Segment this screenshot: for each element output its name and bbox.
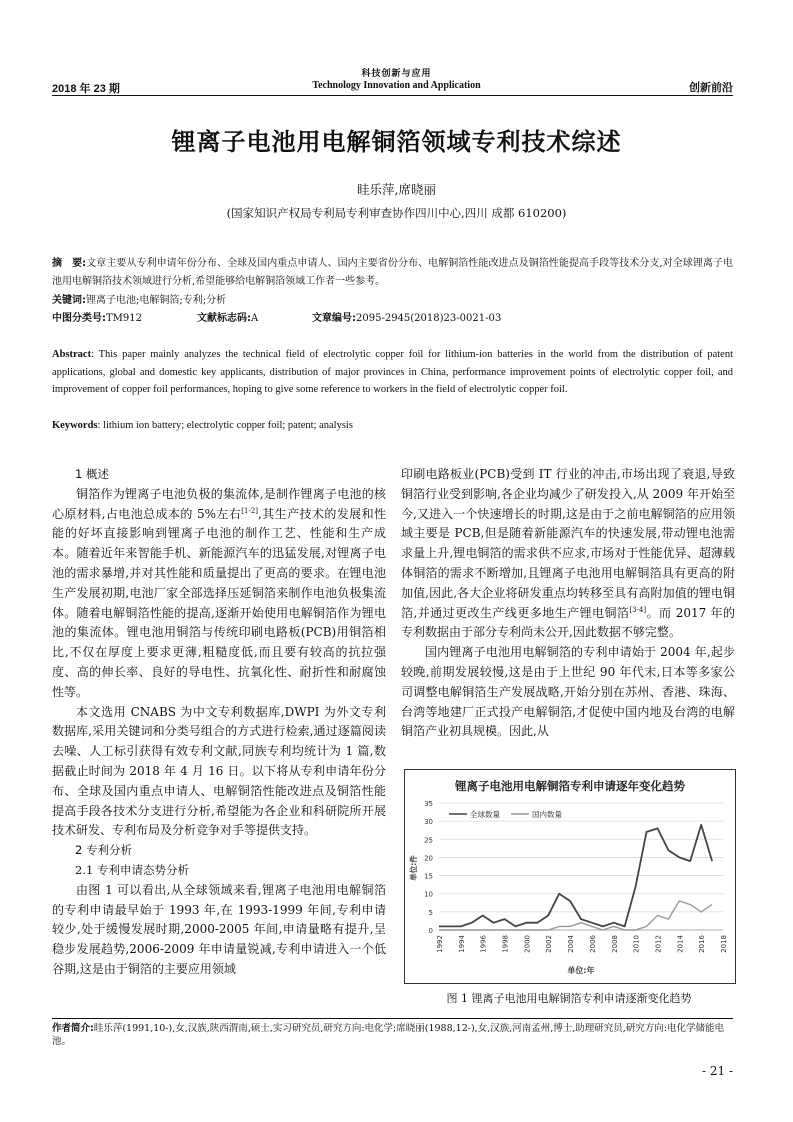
authors: 眭乐萍,席晓丽 [357,182,436,197]
doc-code-label: 文献标志码: [197,313,251,324]
citation-1-2: [1-2] [241,506,259,515]
paragraph-1 [52,485,386,703]
doc-code-value: A [251,313,259,324]
paper-title: 锂离子电池用电解铜箔领域专利技术综述 [171,128,622,156]
trend-line-chart [405,770,735,983]
article-id-label: 文章编号: [312,313,356,324]
x-tick-label: 2010 [632,935,641,953]
x-tick-label: 1994 [457,935,466,953]
classification-line [52,310,733,328]
paragraph-3: 由图 1 可以看出,从全球领域来看,锂离子电池用电解铜箔的专利申请最早始于 1993 年,在 1993-1999 年间,专利申请较少,处于缓慢发展时期,2000-2005 年间,申请量略有提升,呈稳步发展趋势,2006-2009 年申请量锐减,专利申请进入一个低谷期,这是由于铜箔的主要应用领域 [52,882,386,976]
abstract-cn-label: 摘 要: [52,258,87,269]
paragraph-2: 本文选用 CNABS 为中文专利数据库,DWPI 为外文专利数据库,采用关键词和分类号组合的方式进行检索,通过逐篇阅读去噪、人工标引获得有效专利文献,同族专利均统计为 1 篇,数据截止时间为 2018 年 4 月 16 日。以下将从专利申请年份分布、全球及国内重点申请人、电解铜箔性能改进点及铜箔性能提高手段各技术分支进行分析,希望能为各企业和科研院所开展技术研发、专利布局及分析竞争对手等提供支持。 [52,704,386,838]
chart-title: 锂离子电池用电解铜箔专利申请逐年变化趋势 [455,779,685,793]
x-tick-label: 1992 [436,935,444,953]
citation-3-4: [3-4] [629,605,647,614]
y-tick-label: 5 [428,908,433,917]
y-tick-label: 25 [424,836,433,845]
keywords-cn [52,292,733,310]
paragraph-4-part-a: 印刷电路板业(PCB)受到 IT 行业的冲击,市场出现了衰退,导致铜箔行业受到影响,各企业均减少了研发投入,从 2009 年开始至今,又进入一个快速增长的时期,这是由于之前电解铜箔的应用领域主要是 PCB,但是随着新能源汽车的快速发展,带动锂电池需求量上升,锂电铜箔的需求供不应求,市场对于性能优异、超薄载体铜箔的需求不断增加,且锂离子电池用电解铜箔具有更高的附加值,因此,各大企业将研发重点均转移至具有高附加值的锂电铜箔,并通过更改生产线更多地生产锂电铜箔 [401,467,735,620]
issue-label: 2018 年 23 期 [52,83,120,95]
body-right-column [401,465,735,742]
x-axis-label: 单位:年 [567,966,595,975]
article-id-value: 2095-2945(2018)23-0021-03 [356,313,502,324]
y-tick-label: 20 [424,854,433,863]
x-tick-label: 2012 [654,935,663,953]
journal-name-en: Technology Innovation and Application [312,80,481,91]
clc-value: TM912 [106,313,142,324]
y-tick-label: 10 [424,890,433,899]
abstract-en-text: : This paper mainly analyzes the technical field of electrolytic copper foil for lithium-ion batteries in the world from the distribution of patent applications, global and domestic key applicants, distribution of major provinces in China, performance improvement points of electrolytic copper foil, and improvement of copper foil performances, hoping to give some reference to workers in the field of electrolytic copper foil. [52,349,733,395]
clc-label: 中图分类号: [52,313,106,324]
affiliation: (国家知识产权局专利局专利审查协作四川中心,四川 成都 610200) [226,206,567,220]
footnote-divider [52,1018,733,1019]
paragraph-4-part-b: 。而 2017 年的专利数据由于部分专利尚未公开,因此数据不够完整。 [401,605,735,640]
footnote-label: 作者简介: [52,1023,94,1034]
legend-label-2: 国内数量 [532,810,562,819]
abstract-cn [52,255,733,290]
footnote-text: 眭乐萍(1991,10-),女,汉族,陕西渭南,硕士,实习研究员,研究方向:电化学;席晓丽(1988,12-),女,汉族,河南孟州,博士,助理研究员,研究方向:电化学储能电池。 [52,1023,724,1047]
x-tick-label: 1998 [501,935,510,953]
page-number: - 21 - [701,1064,733,1078]
y-tick-label: 35 [424,800,433,808]
section-1-heading: 1 概述 [75,467,109,481]
body-left-column [52,465,386,980]
abstract-en [52,346,733,399]
y-tick-label: 30 [424,818,433,827]
x-tick-label: 2016 [698,935,707,953]
figure-1-chart [404,769,736,984]
abstract-en-label: Abstract [52,349,92,360]
section-2-heading: 2 专利分析 [75,843,132,858]
column-label: 创新前沿 [689,81,733,94]
keywords-cn-label: 关键词: [52,295,86,306]
x-tick-label: 2006 [588,935,597,953]
x-tick-label: 2008 [610,935,619,953]
x-tick-label: 2000 [523,935,532,953]
legend-label-1: 全球数量 [470,810,500,819]
keywords-en [52,417,733,435]
section-2-1-heading: 2.1 专利申请态势分析 [75,862,189,877]
y-axis-label: 单位:件 [409,855,418,881]
author-bio-footnote [52,1022,733,1048]
header-divider [52,95,733,96]
x-tick-label: 2014 [676,935,685,953]
y-tick-label: 0 [428,927,433,935]
x-tick-label: 2004 [567,935,576,953]
paragraph-4 [401,465,735,643]
x-tick-label: 1996 [479,935,488,953]
keywords-cn-text: 锂离子电池;电解铜箔;专利;分析 [86,295,227,306]
x-tick-label: 2018 [720,935,728,953]
x-tick-label: 2002 [545,935,554,953]
paragraph-1-part-a: 铜箔作为锂离子电池负极的集流体,是制作锂离子电池的核心原材料,占电池总成本的 5%左右 [52,486,386,521]
keywords-en-text: : lithium ion battery; electrolytic copper foil; patent; analysis [97,420,353,431]
figure-1-caption: 图 1 锂离子电池用电解铜箔专利申请逐渐变化趋势 [446,992,692,1005]
y-tick-label: 15 [424,872,433,881]
keywords-en-label: Keywords [52,420,98,431]
journal-name-cn: 科技创新与应用 [361,69,432,79]
paragraph-5: 国内锂离子电池用电解铜箔的专利申请始于 2004 年,起步较晚,前期发展较慢,这是由于上世纪 90 年代末,日本等多家公司调整电解铜箔生产发展战略,开始分别在苏州、香港、珠海、台湾等地建厂正式投产电解铜箔,才促使中国内地及台湾的电解铜箔产业初具规模。因此,从 [401,645,735,739]
series-line-2 [439,901,712,930]
paragraph-1-part-b: ,其生产技术的发展和性能的好坏直接影响到锂离子电池的制作工艺、性能和生产成本。随着近年来智能手机、新能源汽车的迅猛发展,对锂离子电池的需求暴增,并对其性能和质量提出了更高的要求。在锂电池生产发展初期,电池厂家全部选择压延铜箔来制作电池负极集流体。随着电解铜箔性能的提高,逐渐开始使用电解铜箔作为锂电池的集流体。锂电池用铜箔与传统印刷电路板(PCB)用铜箔相比,不仅在厚度上要求更薄,粗糙度低,而且要有较高的抗拉强度、高的伸长率、良好的导电性、抗氧化性、耐折性和耐腐蚀性等。 [52,506,386,699]
abstract-cn-text: 文章主要从专利申请年份分布、全球及国内重点申请人、国内主要省份分布、电解铜箔性能改进点及铜箔性能提高手段等技术分支,对全球锂离子电池用电解铜箔技术领域进行分析,希望能够给电解铜箔领域工作者一些参考。 [52,258,733,287]
